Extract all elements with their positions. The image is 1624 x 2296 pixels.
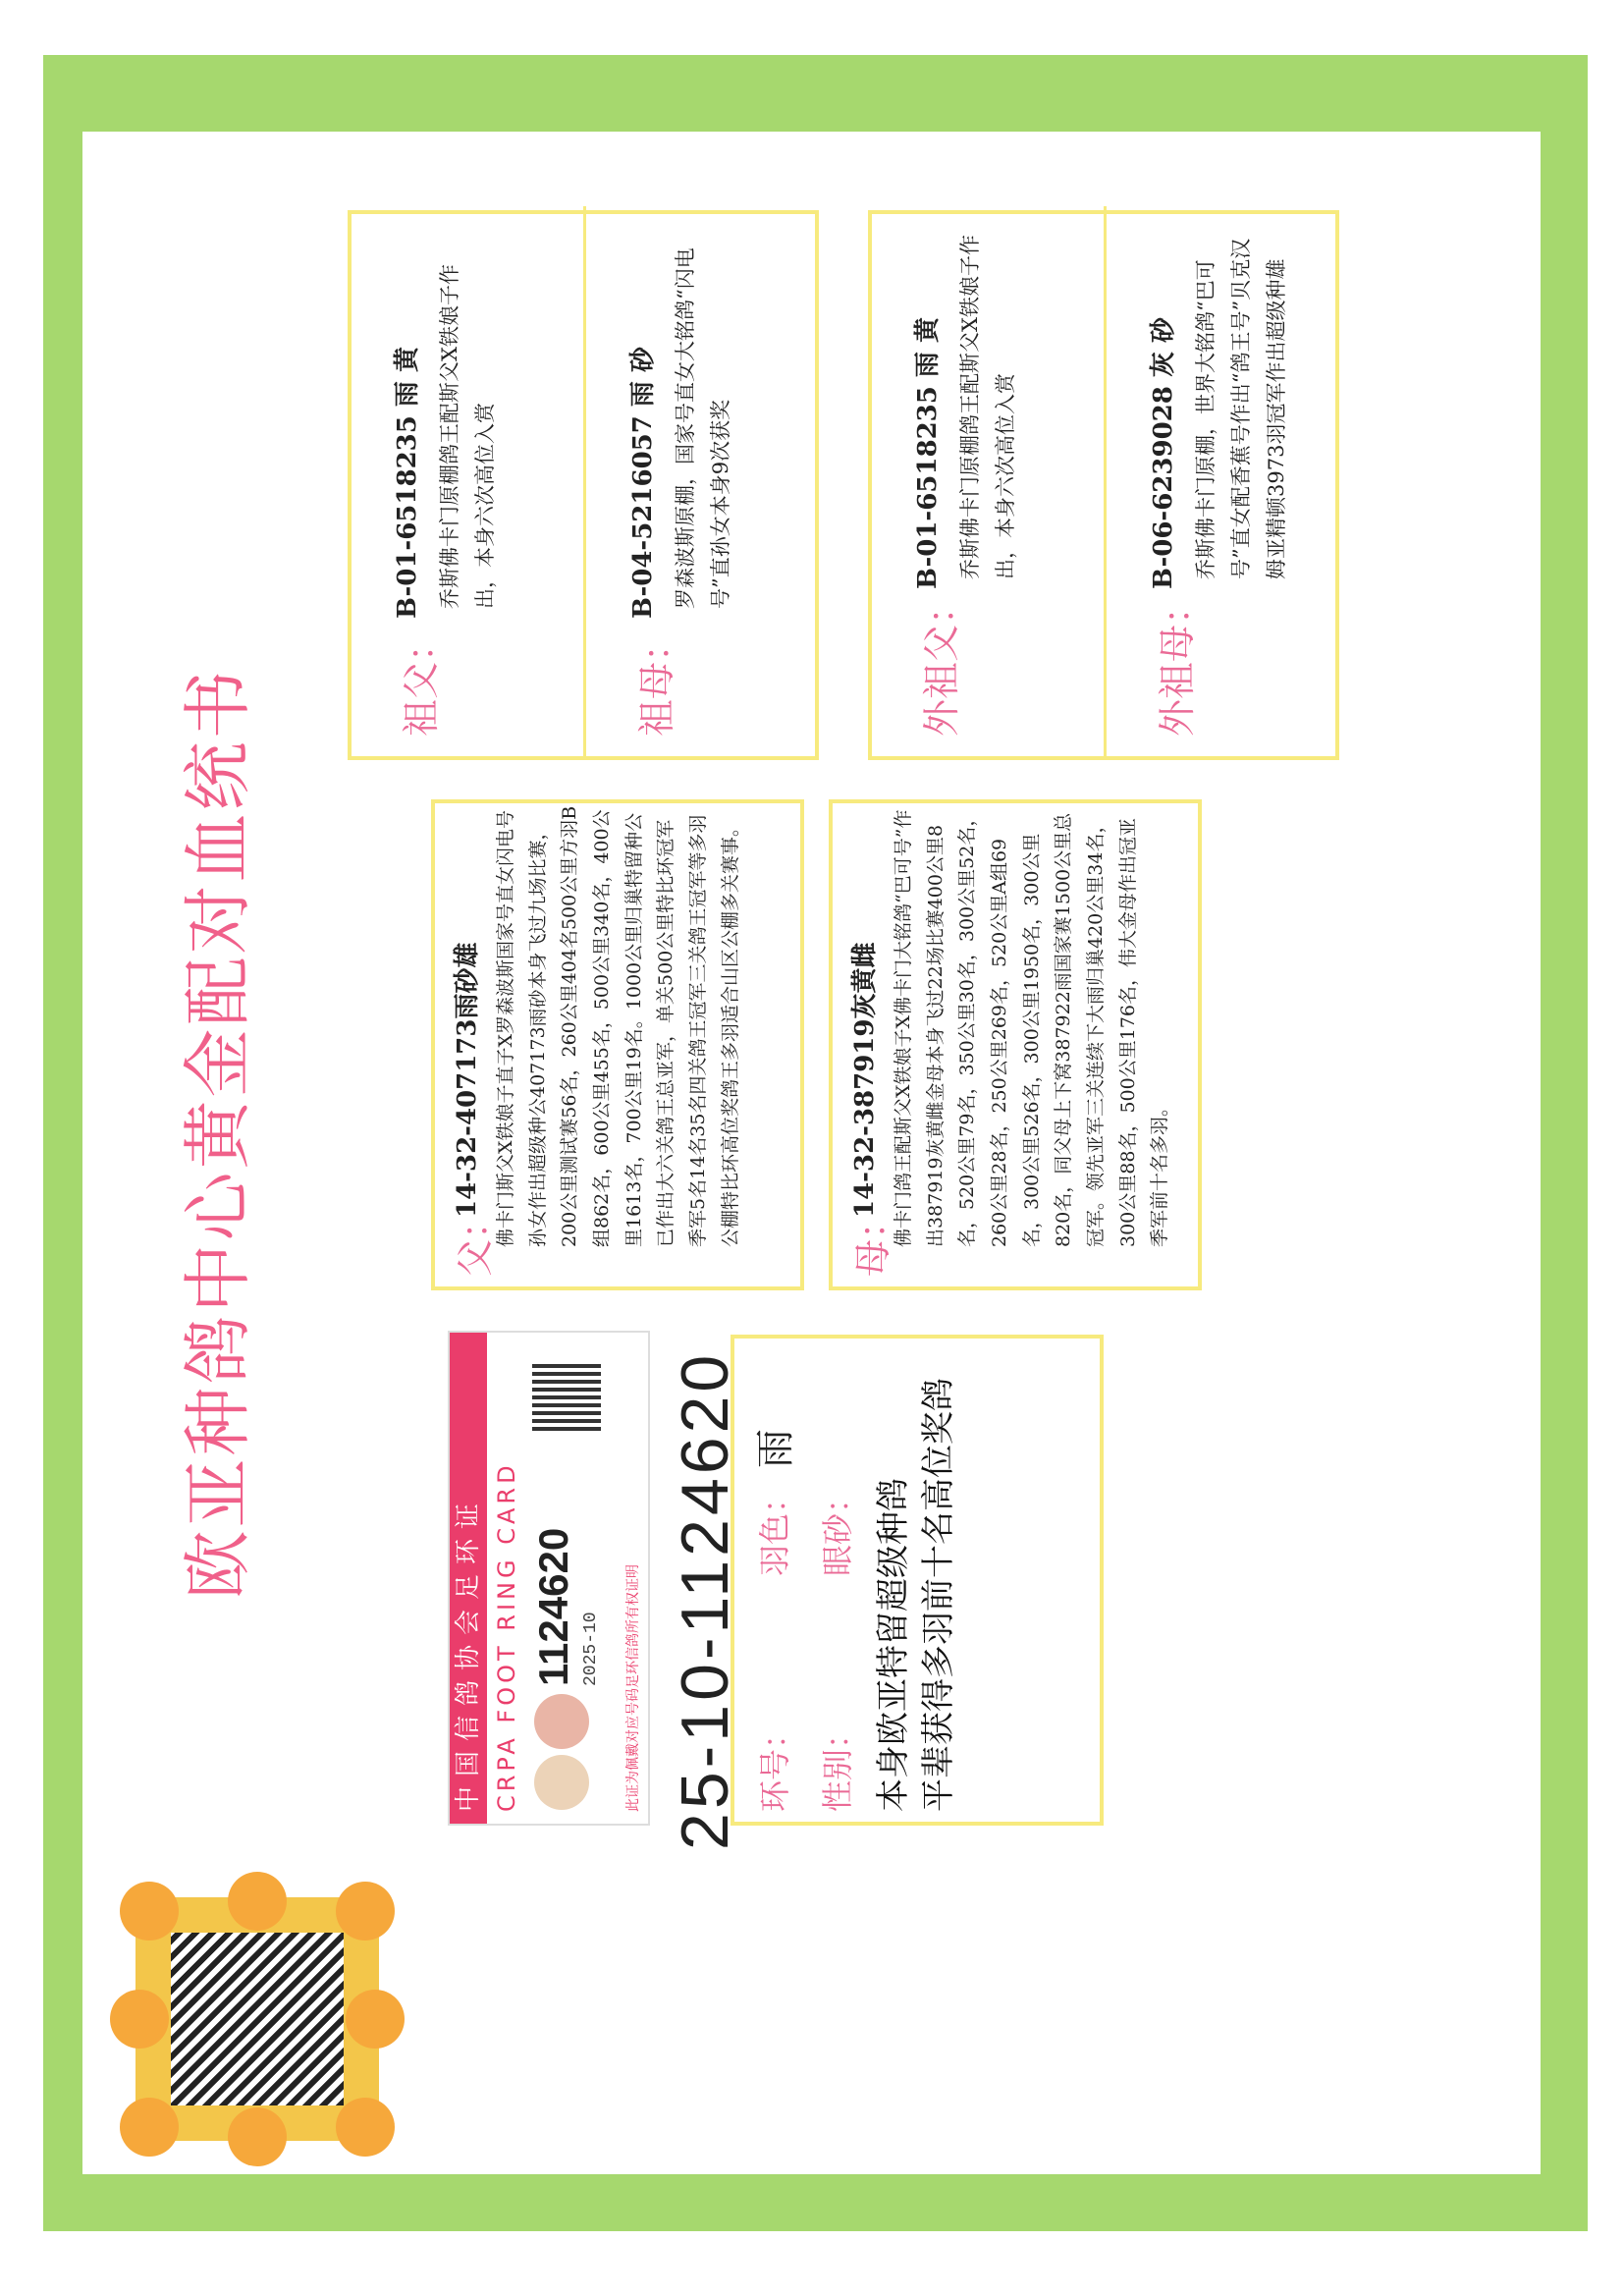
bird-description: 本身欧亚特留超级种鸽 平辈获得多羽前十名高位奖鸽 — [874, 1378, 958, 1812]
ring-card-qr-icon — [532, 1362, 601, 1431]
father-box — [431, 799, 804, 1290]
father-ring: 14-32-407173雨砂雄 — [453, 942, 482, 1218]
page-title: 欧亚种鸽中心黄金配对血统书 — [178, 667, 258, 1600]
crpa-logo-icon — [534, 1755, 589, 1810]
sex-label: 性别： — [819, 1717, 856, 1812]
ring-card-note: 此证为佩戴对应号码足环信鸽所有权证明 — [625, 1564, 641, 1812]
grandmother-p-label: 祖母： — [635, 624, 678, 737]
grandmother-m-text: 乔斯佛卡门原棚，世界大铭鸽“巴可号”直女配香蕉号作出“鸽王号”贝克汉姆亚精顿3973羽冠军作出超级种雄 — [1194, 238, 1289, 579]
mother-ring: 14-32-387919灰黄雌 — [850, 942, 880, 1218]
grandmother-p-section — [587, 206, 819, 756]
grandfather-p-label: 祖父： — [400, 624, 443, 737]
rotated-content — [82, 132, 1541, 2174]
grandfather-p-text: 乔斯佛卡门原棚鸽王配斯父X铁娘子作出，本身六次高位入赏 — [438, 264, 498, 609]
bird-ring-number: 25-10-1124620 — [668, 1350, 742, 1850]
eye-label: 眼砂： — [819, 1481, 856, 1576]
color-label: 羽色： — [756, 1481, 793, 1576]
green-frame — [43, 55, 1588, 2231]
grandfather-p-section — [352, 206, 586, 756]
foot-ring-card — [448, 1331, 650, 1826]
mother-text: 佛卡门鸽王配斯父X铁娘子X佛卡门大铭鸽“巴可号”作出387919灰黄雌金母本身飞过22场比赛400公里8名，520公里79名，350公里30名，300公里52名，260公里28名，250公里269名，520公里A组69名，300公里526名，300公里1950名，300公里820名，同父母上下窝387922雨国家赛1500公里总冠军。领先亚军三关连续下大雨归巢420公里34名，300公里88名，500公里176名，伟大金母作出冠亚季军前十名多羽。 — [893, 807, 1171, 1247]
pigeon-logo-icon — [534, 1694, 589, 1749]
grandfather-m-label: 外祖父： — [920, 586, 963, 737]
certificate-page — [82, 132, 1541, 2174]
grandmother-m-ring: B-06-6239028 灰 砂 — [1149, 317, 1178, 589]
mother-box — [829, 799, 1202, 1290]
ring-card-header: 中国信鸽协会足环证 — [450, 1333, 487, 1824]
father-text: 佛卡门斯父X铁娘子直子X罗森波斯国家号直女闪电号孙女作出超级种公407173雨砂本身飞过九场比赛，200公里测试赛56名，260公里404名500公里方羽B组862名，600公里455名，500公里340名，400公里1613名，700公里19名。1000公里归巢特留种公已作出大六关鸽王总亚军，单关500公里特比环冠军季军5名14名35名四关鸽王冠军三关鸽王冠军等多羽公棚特比环高位奖鸽王多羽适合山区公棚多关赛事。 — [495, 805, 741, 1247]
grandfather-m-ring: B-01-6518235 雨 黄 — [913, 317, 943, 589]
bird-info-box — [731, 1335, 1104, 1826]
paternal-grandparents-box — [348, 210, 819, 760]
qr-code-icon — [135, 1897, 379, 2141]
grandfather-p-ring: B-01-6518235 雨 黄 — [393, 347, 422, 619]
ring-card-year: 2025-10 — [581, 1612, 601, 1686]
father-label: 父： — [454, 1201, 497, 1277]
maternal-grandparents-box — [868, 210, 1339, 760]
grandmother-m-label: 外祖母： — [1156, 586, 1199, 737]
ring-label: 环号： — [756, 1717, 793, 1812]
grandmother-p-text: 罗森波斯原棚，国家号直女大铭鸽“闪电号”直孙女本身9次获奖 — [674, 247, 733, 609]
grandfather-m-text: 乔斯佛卡门原棚鸽王配斯父X铁娘子作出，本身六次高位入赏 — [958, 235, 1018, 579]
grandmother-p-ring: B-04-5216057 雨 砂 — [628, 347, 658, 619]
ring-card-number: 1124620 — [530, 1527, 576, 1686]
grandfather-m-section — [872, 206, 1107, 756]
grandmother-m-section — [1108, 206, 1339, 756]
color-value: 雨 — [753, 1429, 798, 1468]
ring-card-subheader: CRPA FOOT RING CARD — [493, 1461, 520, 1812]
mother-label: 母： — [851, 1201, 894, 1277]
